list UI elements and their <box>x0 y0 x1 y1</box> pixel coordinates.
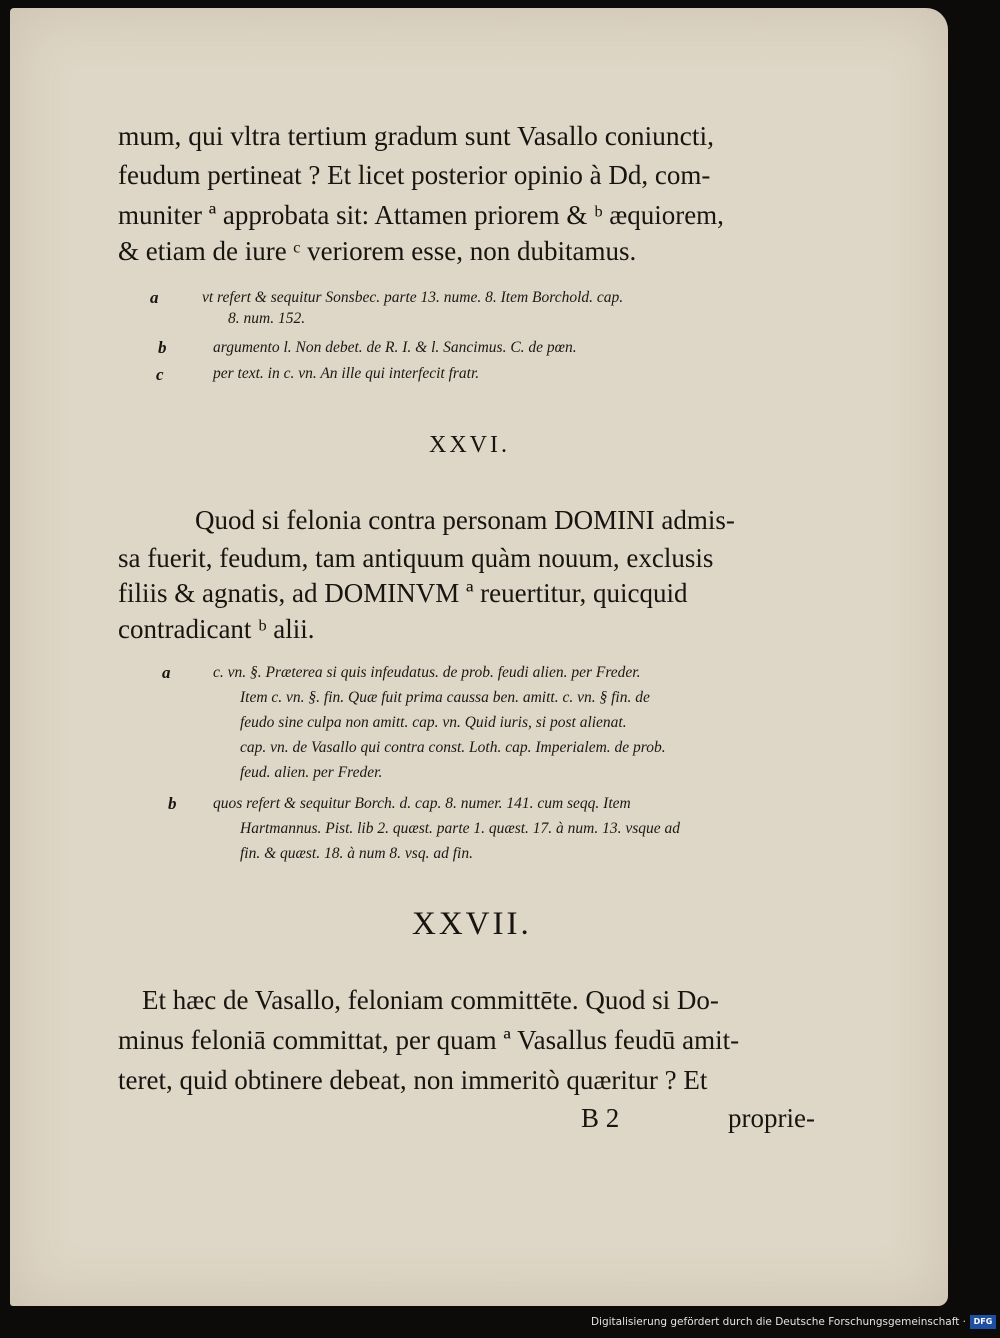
note-line: vt refert & sequitur Sonsbec. parte 13. nume. 8. Item Borchold. cap. <box>202 289 624 306</box>
book-page <box>10 8 948 1306</box>
text-line: Et hæc de Vasallo, feloniam committēte. Quod si Do- <box>142 985 719 1015</box>
note-line: argumento l. Non debet. de R. I. & l. Sancimus. C. de pœn. <box>213 339 577 356</box>
text-line: minus feloniā committat, per quam ª Vasallus feudū amit- <box>118 1025 740 1055</box>
note-line: feud. alien. per Freder. <box>240 764 383 781</box>
note-line: Item c. vn. §. fin. Quæ fuit prima caussa ben. amitt. c. vn. § fin. de <box>240 689 650 706</box>
text-line: filiis & agnatis, ad DOMINVM ª reuertitur, quicquid <box>118 578 688 608</box>
note-line: per text. in c. vn. An ille qui interfecit fratr. <box>213 365 480 382</box>
note-marker: b <box>168 794 177 813</box>
note-line: c. vn. §. Præterea si quis infeudatus. de prob. feudi alien. per Freder. <box>213 664 641 681</box>
text-line: sa fuerit, feudum, tam antiquum quàm nouum, exclusis <box>118 543 714 573</box>
note-marker: c <box>156 365 164 384</box>
text-line: & etiam de iure ᶜ veriorem esse, non dubitamus. <box>118 236 637 266</box>
text-line: mum, qui vltra tertium gradum sunt Vasallo coniuncti, <box>118 120 715 151</box>
text-line: contradicant ᵇ alii. <box>118 614 315 644</box>
signature-mark: B 2 <box>581 1103 620 1133</box>
note-line: Hartmannus. Pist. lib 2. quæst. parte 1. quæst. 17. à num. 13. vsque ad <box>240 820 681 837</box>
note-marker: b <box>158 338 167 357</box>
note-line: cap. vn. de Vasallo qui contra const. Loth. cap. Imperialem. de prob. <box>240 739 666 756</box>
section-heading: XXVII. <box>412 906 532 942</box>
catchword: proprie- <box>728 1103 815 1133</box>
section-heading: XXVI. <box>429 432 510 458</box>
note-line: fin. & quæst. 18. à num 8. vsq. ad fin. <box>240 845 473 862</box>
note-line: feudo sine culpa non amitt. cap. vn. Quid iuris, si post alienat. <box>240 714 627 731</box>
text-line: Quod si felonia contra personam DOMINI admis- <box>195 505 735 535</box>
text-line: feudum pertineat ? Et licet posterior opinio à Dd, com- <box>118 160 711 190</box>
note-marker: a <box>162 663 171 682</box>
digitization-credit: Digitalisierung gefördert durch die Deutsche Forschungsgemeinschaft · <box>590 1316 966 1328</box>
note-line: 8. num. 152. <box>228 310 306 327</box>
note-marker: a <box>150 288 159 307</box>
note-line: quos refert & sequitur Borch. d. cap. 8. numer. 141. cum seqq. Item <box>213 795 631 812</box>
text-line: teret, quid obtinere debeat, non immeritò quæritur ? Et <box>118 1065 708 1095</box>
dfg-logo: DFG <box>970 1315 996 1329</box>
text-line: muniter ª approbata sit: Attamen priorem & ᵇ æquiorem, <box>118 200 724 230</box>
